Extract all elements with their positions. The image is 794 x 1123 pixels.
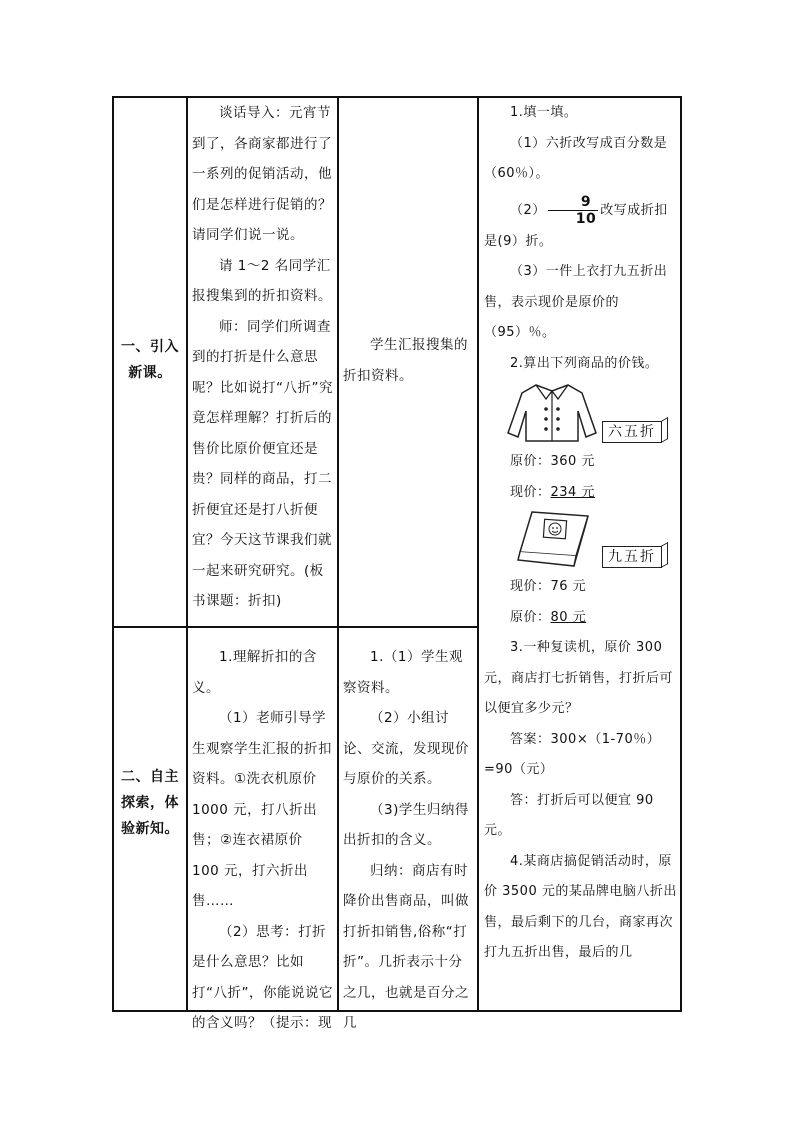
teacher-activity-explore: 1.理解折扣的含义。 （1）老师引导学生观察学生汇报的折扣资料。①洗衣机原价 1000 元，打八折出售；②连衣裙原价 100 元，打六折出售…… （2）思考：打折是什么意思？比如打“八折”，你能说说它的含义吗？（提示：现: [192, 649, 333, 1031]
exercise-column: [484, 98, 678, 969]
coat-original-price: 原价：360 元: [510, 454, 595, 469]
coat-icon: [506, 381, 598, 443]
book-current-price: 现价：76 元: [510, 579, 587, 594]
q3: 3.一种复读机，原价 300 元，商店打七折销售，打折后可以便宜多少元？: [484, 640, 674, 716]
section-label-explore: 二、自主探索，体验新知。: [121, 769, 179, 837]
fraction-nine-tenths: $\frac{9}{10}$: [548, 194, 598, 227]
student-activity-explore: 1.（1）学生观察资料。 （2）小组讨论、交流，发现现价与原价的关系。 （3)学生归纳得出折扣的含义。 归纳：商店有时降价出售商品，叫做打折扣销售,俗称“打折”。几折表示十分之几，也就是百分之几: [343, 649, 469, 1031]
q4: 4.某商店搞促销活动时，原价 3500 元的某品牌电脑八折出售，最后剩下的几台，商家再次打九五折出售，最后的几: [484, 853, 677, 960]
q3-answer: 答案：300×（1-70％）=90（元）: [484, 731, 661, 777]
section-label-intro: 一、引入新课。: [121, 339, 179, 381]
q1-1: （1）六折改写成百分数是（60％）。: [484, 135, 668, 181]
lesson-plan-table: [112, 96, 682, 1031]
discount-tag-book: 九五折: [602, 546, 662, 568]
book-icon: [514, 510, 594, 568]
q1-2: （2） $\frac{9}{10}$ 改写成折扣是(9）折。: [484, 193, 668, 249]
book-figure: [484, 508, 678, 572]
book-original-price: 原价：80 元: [510, 609, 587, 625]
coat-current-price: 现价：234 元: [510, 484, 595, 500]
q3-reply: 答：打折后可以便宜 90 元。: [484, 792, 654, 838]
q1-title: 1.填一填。: [510, 105, 578, 120]
discount-tag-coat: 六五折: [602, 421, 662, 443]
q1-3: （3）一件上衣打九五折出售，表示现价是原价的（95）％。: [484, 264, 668, 340]
teacher-activity-intro: 谈话导入：元宵节到了，各商家都进行了一系列的促销活动，他们是怎样进行促销的？请同学们说一说。 请 1～2 名同学汇报搜集到的折扣资料。 师：同学们所调查到的打折是什么意思呢？比如说打“八折”究竟怎样理解？打折后的售价比原价便宜还是贵？同样的商品，打二折便宜还是打八折便宜？今天这节课我们就一起来研究研究。(板书课题：折扣): [192, 105, 333, 609]
q2-title: 2.算出下列商品的价钱。: [510, 355, 659, 371]
student-activity-intro: 学生汇报搜集的折扣资料。: [343, 337, 468, 384]
coat-figure: [484, 379, 678, 447]
